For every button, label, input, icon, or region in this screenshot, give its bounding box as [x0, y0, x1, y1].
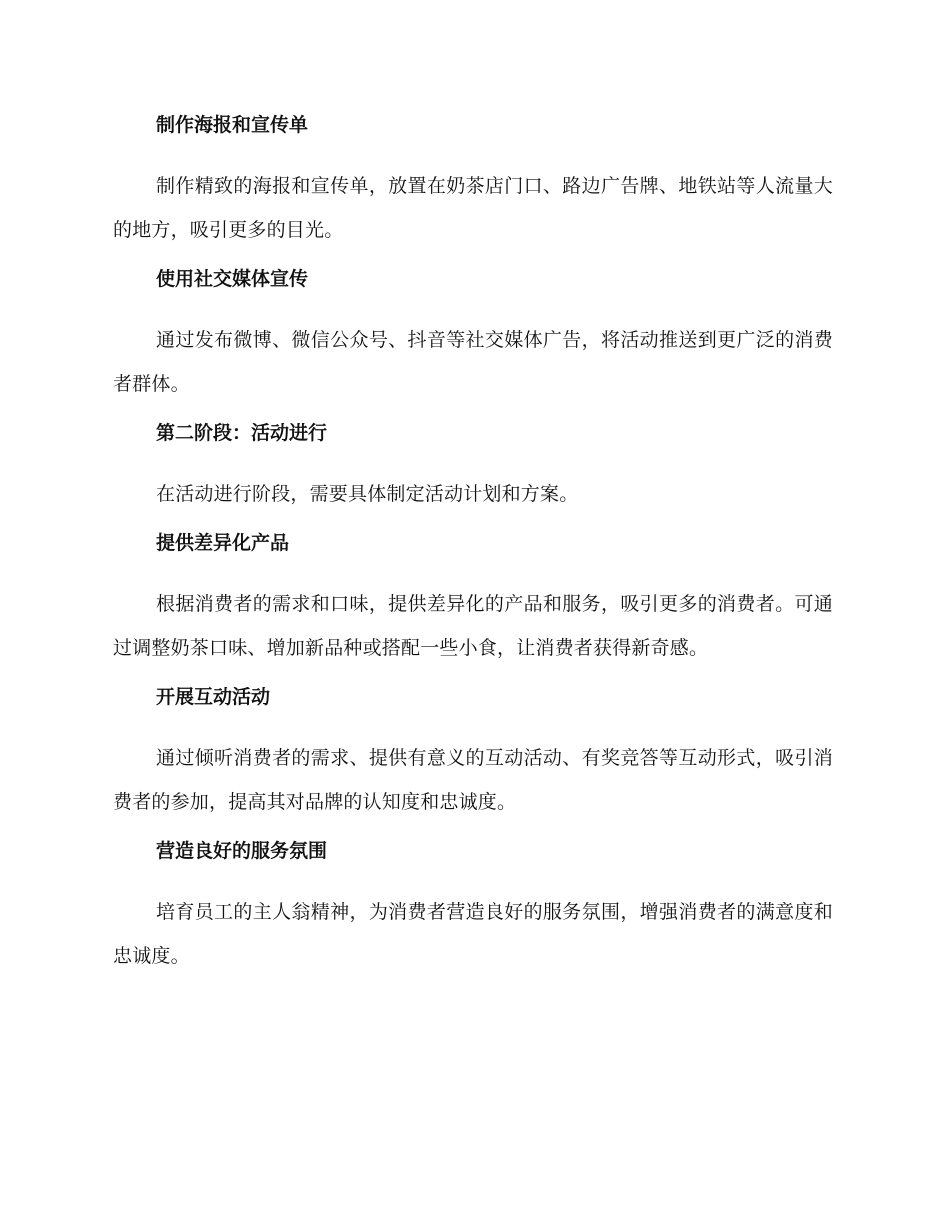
section-heading-service-atmosphere: 营造良好的服务氛围 — [156, 840, 328, 862]
section-paragraph-interactive-activities: 通过倾听消费者的需求、提供有意义的互动活动、有奖竞答等互动形式，吸引消费者的参加，提高其对品牌的认知度和忠诚度。 — [113, 747, 833, 813]
section-heading-differentiated-products: 提供差异化产品 — [156, 532, 290, 554]
section-paragraph-phase-two: 在活动进行阶段，需要具体制定活动计划和方案。 — [156, 483, 579, 505]
section-paragraph-poster: 制作精致的海报和宣传单，放置在奶茶店门口、路边广告牌、地铁站等人流量大的地方，吸引更多的目光。 — [113, 175, 833, 241]
section-heading-phase-two: 第二阶段：活动进行 — [156, 422, 328, 444]
section-paragraph-service-atmosphere: 培育员工的主人翁精神，为消费者营造良好的服务氛围，增强消费者的满意度和忠诚度。 — [113, 901, 833, 967]
document-page — [113, 110, 833, 990]
section-paragraph-social-media: 通过发布微博、微信公众号、抖音等社交媒体广告，将活动推送到更广泛的消费者群体。 — [113, 329, 833, 395]
section-heading-poster: 制作海报和宣传单 — [156, 114, 309, 136]
section-heading-interactive-activities: 开展互动活动 — [156, 686, 271, 708]
section-paragraph-differentiated-products: 根据消费者的需求和口味，提供差异化的产品和服务，吸引更多的消费者。可通过调整奶茶口味、增加新品种或搭配一些小食，让消费者获得新奇感。 — [113, 593, 833, 659]
section-heading-social-media: 使用社交媒体宣传 — [156, 268, 309, 290]
